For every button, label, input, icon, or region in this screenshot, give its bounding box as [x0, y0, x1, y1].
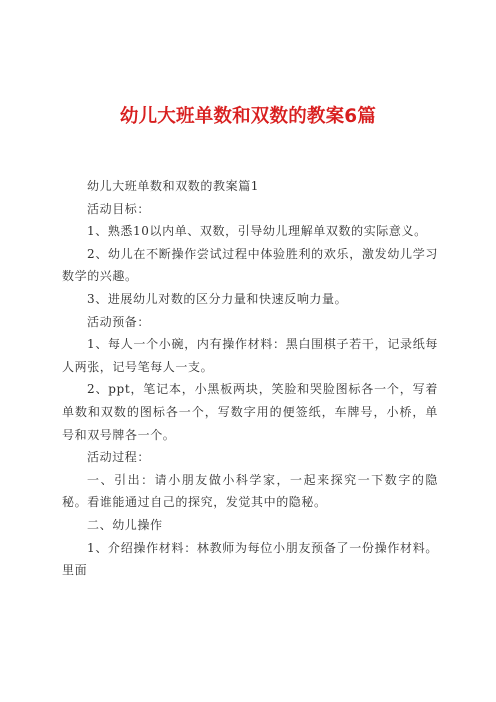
process-step-1: 一、引出：请小朋友做小科学家，一起来探究一下数字的隐秘。看谁能通过自己的探究，发觉其中的隐秘。 [62, 472, 438, 510]
goal-item-2: 2、幼儿在不断操作尝试过程中体验胜利的欢乐，激发幼儿学习数学的兴趣。 [62, 246, 438, 284]
preparation-item-1: 1、每人一个小碗，内有操作材料：黑白围棋子若干，记录纸每人两张，记号笔每人一支。 [62, 337, 438, 374]
goal-item-3: 3、进展幼儿对数的区分力量和快速反响力量。 [87, 291, 348, 306]
preparation-item-2: 2、ppt，笔记本，小黑板两块，笑脸和哭脸图标各一个，写着单数和双数的图标各一个，写数字用的便签纸，车牌号，小桥，单号和双号牌各一个。 [62, 382, 438, 442]
goal-item-1: 1、熟悉10以内单、双数，引导幼儿理解单双数的实际意义。 [87, 224, 427, 239]
document-body [62, 175, 438, 582]
process-step-2: 二、幼儿操作 [87, 517, 163, 532]
subtitle-paragraph: 幼儿大班单数和双数的教案篇1 [87, 179, 260, 193]
document-title: 幼儿大班单数和双数的教案6篇 [119, 106, 377, 127]
section-heading-goals: 活动目标： [87, 201, 151, 216]
section-heading-preparation: 活动预备： [87, 314, 151, 329]
section-heading-process: 活动过程： [87, 450, 151, 465]
process-substep-1: 1、介绍操作材料：林教师为每位小朋友预备了一份操作材料。里面 [62, 540, 438, 578]
